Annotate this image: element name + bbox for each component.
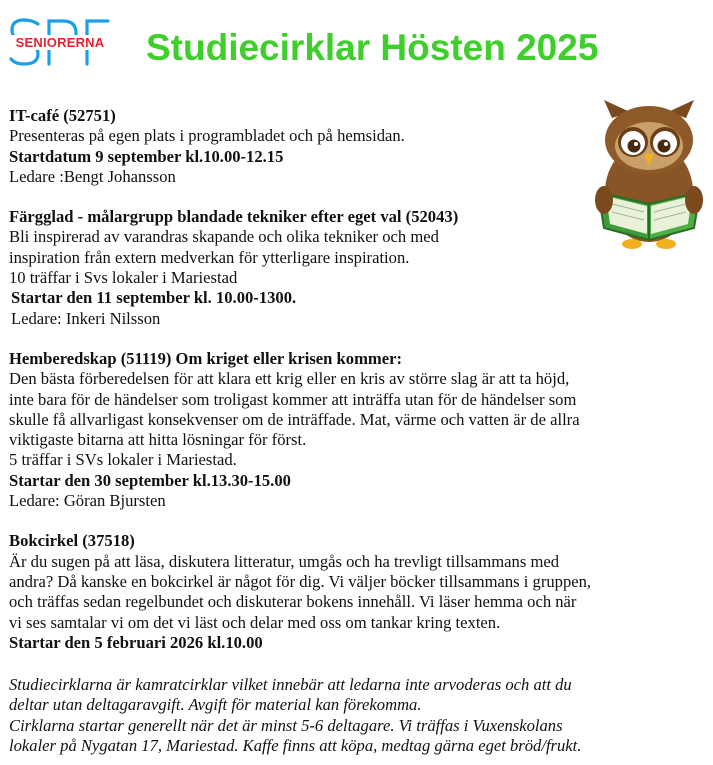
course-description: och träffas sedan regelbundet och diskuterar bokens innehåll. Vi läser hemma och när: [9, 592, 577, 612]
course-list: [9, 106, 709, 756]
footer-line: Cirklarna startar generellt när det är minst 5-6 deltagare. Vi träffas i Vuxenskolans: [9, 715, 563, 735]
footer-line: deltar utan deltagaravgift. Avgift för material kan förekomma.: [9, 695, 422, 715]
course-description: Den bästa förberedelsen för att klara ett krig eller en kris av större slag är att ta höjd,: [9, 369, 570, 389]
course-leader: Ledare: Göran Bjursten: [9, 491, 166, 511]
spf-logo: [8, 18, 112, 68]
course-description: viktigaste bitarna att hitta lösningar för först.: [9, 430, 307, 450]
course-heading: Färgglad - målargrupp blandade tekniker efter eget val (52043): [9, 207, 459, 227]
course-heading: Hemberedskap (51119) Om kriget eller krisen kommer:: [9, 348, 402, 368]
course-leader: Ledare :Bengt Johansson: [9, 166, 176, 186]
course-start: Startar den 30 september kl.13.30-15.00: [9, 470, 291, 490]
course-description: inte bara för de händelser som troligast kommer att inträffa utan för de händelser som: [9, 389, 577, 409]
course-description: 10 träffar i Svs lokaler i Mariestad: [9, 268, 238, 288]
course-heading: Bokcirkel (37518): [9, 531, 135, 551]
course-description: andra? Då kanske en bokcirkel är något för dig. Vi väljer böcker tillsammans i gruppen,: [9, 571, 592, 591]
course-description: Presenteras på egen plats i programbladet och på hemsidan.: [9, 126, 405, 146]
course-description: inspiration från extern medverkan för ytterligare inspiration.: [9, 247, 410, 267]
course-bokcirkel: [9, 531, 709, 653]
course-start: Startar den 11 september kl. 10.00-1300.: [11, 288, 297, 308]
course-start: Startar den 5 februari 2026 kl.10.00: [9, 632, 263, 652]
course-start: Startdatum 9 september kl.10.00-12.15: [9, 146, 284, 166]
page-title: Studiecirklar Hösten 2025: [146, 27, 599, 68]
footer-line: lokaler på Nygatan 17, Mariestad. Kaffe finns att köpa, medtag gärna eget bröd/frukt.: [9, 736, 582, 756]
course-hemberedskap: [9, 349, 709, 511]
course-description: vi ses samtalar vi om det vi läst och delar med oss om tankar kring texten.: [9, 612, 501, 632]
footer-line: Studiecirklarna är kamratcirklar vilket innebär att ledarna inte arvoderas och att du: [9, 675, 572, 695]
course-description: skulle få allvarligast konsekvenser om de inträffade. Mat, värme och vatten är de allra: [9, 409, 580, 429]
course-description: Bli inspirerad av varandras skapande och olika tekniker och med: [9, 227, 439, 247]
course-it-cafe: [9, 106, 709, 187]
course-heading: IT-café (52751): [9, 106, 116, 125]
logo-text: SENIORERNA: [8, 35, 112, 50]
course-leader: Ledare: Inkeri Nilsson: [11, 308, 161, 328]
course-description: Är du sugen på att läsa, diskutera litteratur, umgås och ha trevligt tillsammans med: [9, 551, 560, 571]
course-fargglad: [9, 207, 709, 329]
footer-note: [9, 675, 709, 756]
course-description: 5 träffar i SVs lokaler i Mariestad.: [9, 450, 237, 470]
